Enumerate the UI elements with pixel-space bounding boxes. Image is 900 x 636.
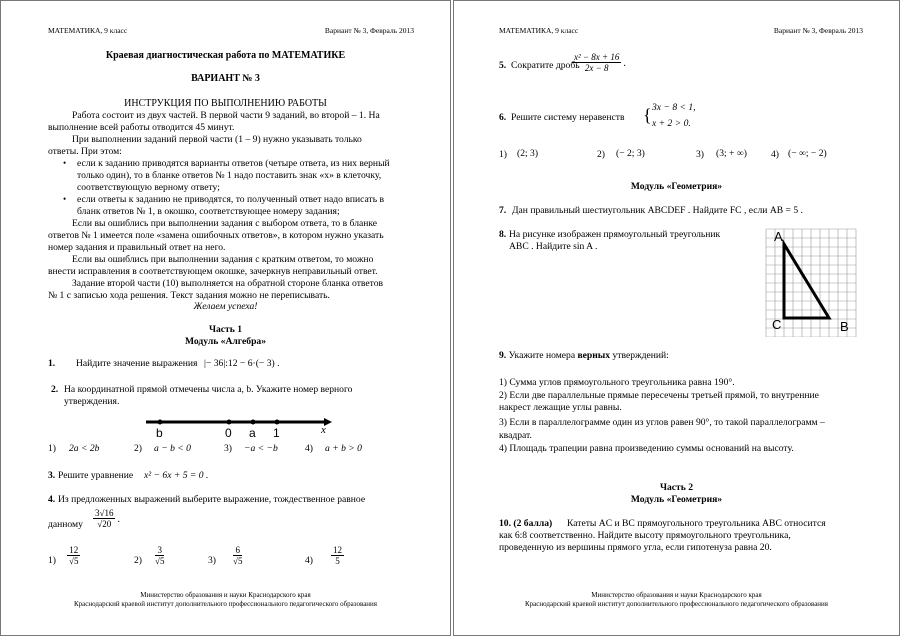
label-x: x xyxy=(321,424,326,436)
q9-text-a: Укажите номера xyxy=(508,350,578,361)
q9-item-2b: накрест лежащие углы равны. xyxy=(499,402,622,413)
q2-opt4-num: 4) xyxy=(305,443,313,454)
q10-line-1: Катеты AC и BC прямоугольного треугольника ABC относится xyxy=(567,518,826,529)
q4-text-2: данному xyxy=(48,519,83,530)
intro-line-4: ответы. При этом: xyxy=(48,146,122,157)
q1-number: 1. xyxy=(48,358,56,369)
q4-opt1-numerator: 12 xyxy=(69,545,79,555)
q2-opt3: −a < −b xyxy=(244,443,278,454)
bullet-line-1: если к заданию приводятся варианты ответов (четыре ответа, из них верный xyxy=(77,158,390,169)
bullet-line-5: бланк ответов № 1, в окошко, соответствующее номеру задания; xyxy=(77,206,340,217)
label-0: 0 xyxy=(225,426,232,440)
triangle-abc xyxy=(784,244,829,318)
q2-opt1: 2a < 2b xyxy=(69,443,100,454)
q6-text: Решите систему неравенств xyxy=(511,112,625,123)
q8-text-line-1: На рисунке изображен прямоугольный треугольник xyxy=(509,229,721,240)
q7-number: 7. xyxy=(499,205,507,216)
module-geometry-title: Модуль «Геометрия» xyxy=(630,181,723,192)
q9-text-b: верных xyxy=(577,350,611,361)
q3-expression: x² − 6x + 5 = 0 . xyxy=(144,470,209,481)
label-a: a xyxy=(249,426,256,440)
q4-opt3-numerator: 6 xyxy=(235,545,240,555)
q9-item-2: 2) Если две параллельные прямые пересечены третьей прямой, то внутренние xyxy=(499,390,819,401)
label-1: 1 xyxy=(273,426,280,440)
q6-brace-icon: { xyxy=(643,105,652,125)
q6-opt2-num: 2) xyxy=(597,149,605,160)
point-1 xyxy=(275,420,280,425)
q6-opt1: (2; 3) xyxy=(517,148,539,159)
q4-opt2-num: 2) xyxy=(134,555,142,566)
q1-text: Найдите значение выражения xyxy=(76,358,198,369)
q2-opt1-num: 1) xyxy=(48,443,56,454)
header-right: Вариант № 3, Февраль 2013 xyxy=(773,26,863,35)
q6-opt3-num: 3) xyxy=(696,149,704,160)
q6-ineq-2: x + 2 > 0. xyxy=(652,118,691,129)
para-line-3: номер задания и правильный ответ на него. xyxy=(48,242,226,253)
q4-opt3-denominator: √5 xyxy=(233,556,243,566)
q9-item-3b: квадрат. xyxy=(499,430,532,441)
q9-item-4: 4) Площадь трапеции равна произведению суммы оснований на высоту. xyxy=(499,443,794,454)
q3-number: 3. xyxy=(48,470,56,481)
point-b xyxy=(158,420,163,425)
bullet-1-icon: • xyxy=(63,158,67,168)
q5-text: Сократите дробь xyxy=(511,60,580,71)
q9-item-3: 3) Если в параллелограмме один из углов равен 90°, то такой параллелограмм – xyxy=(499,417,825,428)
q4-opt2-denominator: √5 xyxy=(155,556,165,566)
q2-text-line-1: На координатной прямой отмечены числа a, b. Укажите номер верного xyxy=(64,384,353,395)
q4-opt1-num: 1) xyxy=(48,555,56,566)
q4-opt4 xyxy=(329,545,346,566)
header-left: МАТЕМАТИКА, 9 класс xyxy=(499,26,579,35)
footer-line-2: Краснодарский краевой институт дополнительного профессионального педагогического образования xyxy=(524,600,829,608)
para-line-7: № 1 с записью хода решения. Текст задания можно не переписывать. xyxy=(48,290,330,301)
q2-opt2-num: 2) xyxy=(134,443,142,454)
variant-title: ВАРИАНТ № 3 xyxy=(191,73,260,84)
header-right: Вариант № 3, Февраль 2013 xyxy=(324,26,414,35)
module-algebra-title: Модуль «Алгебра» xyxy=(184,336,267,347)
q10-line-2: как 6:8 соответственно. Найдите высоту прямоугольного треугольника, xyxy=(499,530,791,541)
q4-opt4-numerator: 12 xyxy=(333,545,342,555)
footer-line-1: Министерство образования и науки Краснодарского края xyxy=(591,591,762,599)
q6-opt1-num: 1) xyxy=(499,149,507,160)
q9-number: 9. xyxy=(499,350,507,361)
point-a xyxy=(251,420,256,425)
triangle-figure xyxy=(752,227,864,337)
q10-line-3: проведенную из вершины прямого угла, если гипотенуза равна 20. xyxy=(499,542,772,553)
instruction-title: ИНСТРУКЦИЯ ПО ВЫПОЛНЕНИЮ РАБОТЫ xyxy=(124,98,327,109)
q2-number: 2. xyxy=(51,384,59,395)
q9-item-1: 1) Сумма углов прямоугольного треугольника равна 190°. xyxy=(499,377,735,388)
para-line-6: Задание второй части (10) выполняется на обратной стороне бланка ответов xyxy=(72,278,384,289)
q4-opt2-numerator: 3 xyxy=(157,545,162,555)
header-left: МАТЕМАТИКА, 9 класс xyxy=(48,26,128,35)
q4-opt1 xyxy=(65,545,82,566)
q5-denominator: 2x − 8 xyxy=(584,63,609,73)
para-line-2: ответов № 1 имеется поле «замена ошибочных ответов», в котором нужно указать xyxy=(48,230,384,241)
q4-denominator: √20 xyxy=(97,519,112,529)
q4-opt2 xyxy=(151,545,168,566)
q4-opt3-num: 3) xyxy=(208,555,216,566)
q5-fraction: $\frac{\text{x² − 8x + 16}}{2x - 8}$ . xyxy=(574,52,626,73)
q5-numerator: x² − 8x + 16 xyxy=(574,52,620,62)
q10-heading: 10. (2 балла) xyxy=(499,518,553,529)
q8-text-line-2: ABC . Найдите sin A . xyxy=(509,241,598,252)
q5-number: 5. xyxy=(499,60,507,71)
part1-title: Часть 1 xyxy=(208,324,243,335)
q3-text: Решите уравнение xyxy=(58,470,134,481)
q6-number: 6. xyxy=(499,112,507,123)
point-0 xyxy=(227,420,232,425)
q6-ineq-1: 3x − 8 < 1, xyxy=(652,102,696,113)
doc-title: Краевая диагностическая работа по МАТЕМАТИКЕ xyxy=(105,50,346,61)
para-line-4: Если вы ошиблись при выполнении задания с кратким ответом, то можно xyxy=(72,254,374,265)
vertex-a-label: A xyxy=(774,229,783,244)
q2-opt3-num: 3) xyxy=(224,443,232,454)
q8-number: 8. xyxy=(499,229,507,240)
bullet-2-icon: • xyxy=(63,194,67,204)
intro-line-2: выполнение всей работы отводится 45 минут. xyxy=(48,122,235,133)
para-line-1: Если вы ошиблись при выполнении задания с выбором ответа, то в бланке xyxy=(72,218,378,229)
right-page xyxy=(453,0,900,636)
module-geometry2-title: Модуль «Геометрия» xyxy=(630,494,723,505)
q2-opt2: a − b < 0 xyxy=(154,443,191,454)
bullet-line-3: соответствующую верному ответу; xyxy=(77,182,220,193)
q9-text-c: утверждений: xyxy=(610,350,669,361)
part2-title: Часть 2 xyxy=(659,482,694,493)
number-line xyxy=(141,413,341,443)
bullet-line-4: если ответы к заданию не приводятся, то полученный ответ надо вписать в xyxy=(77,194,385,205)
q4-numerator: 3√16 xyxy=(95,508,114,518)
intro-line-3: При выполнении заданий первой части (1 – 9) нужно указывать только xyxy=(72,134,362,145)
bullet-line-2: только один), то в бланке ответов № 1 надо поставить знак «x» в клеточку, xyxy=(77,170,382,181)
q4-opt4-num: 4) xyxy=(305,555,313,566)
label-b: b xyxy=(156,426,163,440)
q4-opt4-denominator: 5 xyxy=(335,556,340,566)
q4-opt3 xyxy=(229,545,246,566)
para-line-5: внести исправления в соответствующем окошке, зачеркнув неправильный ответ. xyxy=(48,266,378,277)
q4-number: 4. xyxy=(48,494,56,505)
footer-line-2: Краснодарский краевой институт дополнительного профессионального педагогического образования xyxy=(73,600,378,608)
q4-fraction: $\frac{3√16}{√20}$ . xyxy=(95,508,120,529)
vertex-b-label: B xyxy=(840,319,849,334)
q2-text-line-2: утверждения. xyxy=(64,396,120,407)
intro-line-1: Работа состоит из двух частей. В первой части 9 заданий, во второй – 1. На xyxy=(72,110,380,121)
q9-heading xyxy=(499,350,669,362)
q4-opt1-denominator: √5 xyxy=(69,556,79,566)
q6-opt4-num: 4) xyxy=(771,149,779,160)
q1-expression: |− 36|:12 − 6·(− 3) . xyxy=(204,358,280,369)
q6-opt3: (3; + ∞) xyxy=(716,148,747,159)
footer-line-1: Министерство образования и науки Краснодарского края xyxy=(140,591,311,599)
q6-opt4: (− ∞; − 2) xyxy=(788,148,827,159)
wish-text: Желаем успеха! xyxy=(193,301,258,312)
q2-opt4: a + b > 0 xyxy=(325,443,362,454)
q6-opt2: (− 2; 3) xyxy=(616,148,645,159)
vertex-c-label: C xyxy=(772,317,782,332)
q7-text: Дан правильный шестиугольник ABCDEF . Найдите FC , если AB = 5 . xyxy=(512,205,803,216)
q4-text: Из предложенных выражений выберите выражение, тождественное равное xyxy=(58,494,366,505)
